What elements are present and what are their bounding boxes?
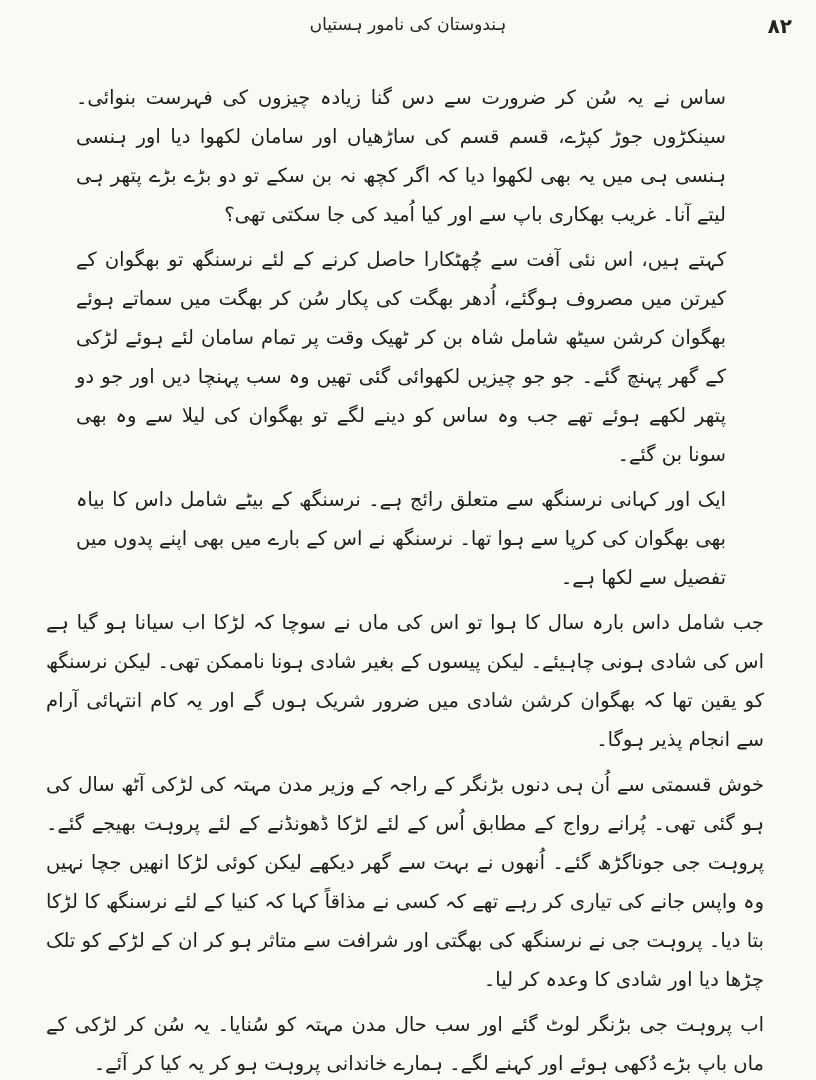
paragraph-1: ساس نے یہ سُن کر ضرورت سے دس گنا زیادہ چیزوں کی فہرست بنوائی۔ سینکڑوں جوڑ کپڑے، قسم قسم کی ساڑھیاں اور سامان لکھوا دیا اور ہنسی ہنسی ہی میں یہ بھی لکھوا دیا کہ اگر کچھ نہ بن سکے تو دو بڑے بڑے پتھر ہی لیتے آنا۔ غریب بھکاری باپ سے اور کیا اُمید کی جا سکتی تھی؟	[76, 86, 726, 226]
paragraph-2: کہتے ہیں، اس نئی آفت سے چُھٹکارا حاصل کرنے کے لئے نرسنگھ تو بھگوان کے کیرتن میں مصروف ہوگئے، اُدھر بھگت کی پکار سُن کر بھگت میں سماتے ہوئے بھگوان کرشن سیٹھ شامل شاہ بن کر ٹھیک وقت پر تمام سامان لئے ہوئے لڑکی کے گھر پہنچ گئے۔ جو جو چیزیں لکھوائی گئی تھیں وہ سب پہنچا دیں اور جو دو پتھر لکھے ہوئے تھے جب وہ ساس کو دینے لگے تو بھگوان کی لیلا سے وہ بھی سونا بن گئے۔	[76, 248, 726, 466]
paragraph-3: ایک اور کہانی نرسنگھ سے متعلق رائج ہے۔ نرسنگھ کے بیٹے شامل داس کا بیاہ بھی بھگوان کی کرپا سے ہوا تھا۔ نرسنگھ نے اس کے بارے میں بھی اپنے پدوں میں تفصیل سے لکھا ہے۔	[76, 488, 726, 589]
body-text	[46, 78, 776, 1080]
paragraph-6: اب پروہت جی بڑنگر لوٹ گئے اور سب حال مدن مہتہ کو سُنایا۔ یہ سُن کر لڑکی کے ماں باپ بڑے دُکھی ہوئے اور کہنے لگے۔ ہمارے خاندانی پروہت ہو کر یہ کیا کر آئے۔	[46, 1013, 764, 1075]
paragraph-5: خوش قسمتی سے اُن ہی دنوں بڑنگر کے راجہ کے وزیر مدن مہتہ کی لڑکی آٹھ سال کی ہو گئی تھی۔ پُرانے رواج کے مطابق اُس کے لئے لڑکا ڈھونڈنے کے لئے پروہت بھیجے گئے۔ پروہت جی جوناگڑھ گئے۔ اُنھوں نے بہت سے گھر دیکھے لیکن کوئی لڑکا انھیں جچا نہیں وہ واپس جانے کی تیاری کر رہے تھے کہ کسی نے مذاقاً کہا کہ کنیا کے لئے نرسنگھ کا لڑکا بتا دیا۔ پروہت جی نے نرسنگھ کی بھگتی اور شرافت سے متاثر ہو کر ان کے لڑکے کو تلک چڑھا دیا اور شادی کا وعدہ کر لیا۔	[46, 773, 764, 991]
paragraph-4: جب شامل داس بارہ سال کا ہوا تو اس کی ماں نے سوچا کہ لڑکا اب سیانا ہو گیا ہے اس کی شادی ہونی چاہیئے۔ لیکن پیسوں کے بغیر شادی ہونا ناممکن تھی۔ لیکن نرسنگھ کو یقین تھا کہ بھگوان کرشن شادی میں ضرور شریک ہوں گے اور یہ کام انتہائی آرام سے انجام پذیر ہوگا۔	[46, 611, 764, 751]
page-number: ۸۲	[767, 14, 792, 38]
running-title: ہندوستان کی نامور ہستیاں	[309, 15, 507, 35]
